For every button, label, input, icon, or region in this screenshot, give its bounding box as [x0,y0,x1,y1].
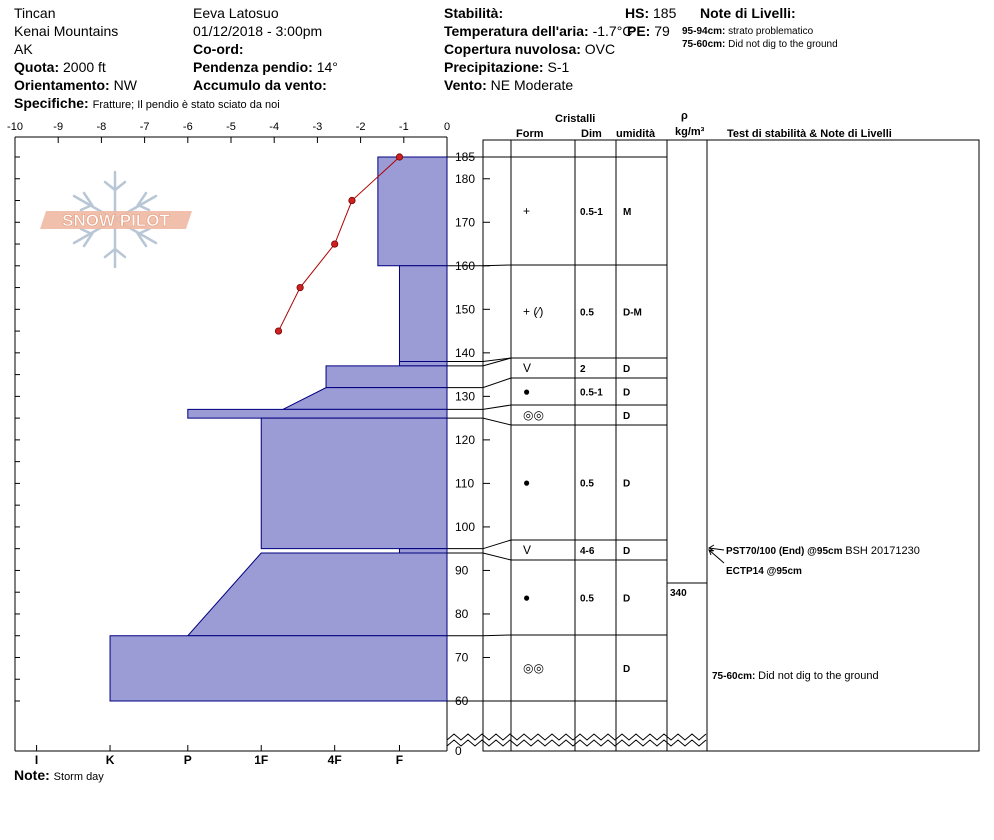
temp-tick-label: -10 [7,121,23,133]
height-tick-label: 130 [455,389,476,404]
hardness-layer [326,366,447,388]
pe-label: PE: [627,23,651,39]
crystals-header: Cristalli [555,113,596,125]
aspect-value: NW [113,77,137,93]
density-unit-header: kg/m³ [675,126,705,138]
state: AK [14,41,33,57]
hs-label: HS: [625,5,650,21]
layer-note-text: Did not dig to the ground [728,39,838,50]
note-value: Storm day [53,771,104,783]
cloud-label: Copertura nuvolosa: [444,41,581,57]
test-extra: BSH 20171230 [845,545,920,557]
layer-notes-title: Note di Livelli: [700,5,796,21]
hardness-layer [378,157,447,266]
grain-form-cell: + [523,204,531,218]
aspect-label: Orientamento: [14,77,110,93]
height-zero-label: 0 [455,744,462,758]
side-note-label: 75-60cm: [712,671,756,682]
precip-label: Precipitazione: [444,59,544,75]
hardness-label: 4F [327,753,342,767]
grain-form-cell: ● [523,590,531,605]
precip-value: S-1 [547,59,570,75]
height-tick-label: 120 [455,432,476,447]
layer-connector [447,405,511,409]
temperature-point [349,197,355,203]
humidity-cell: D [623,546,631,557]
grain-form-cell: ◎◎ [523,661,544,675]
slope-label: Pendenza pendio: [193,59,313,75]
temp-tick-label: -1 [398,121,409,133]
hardness-layer [399,549,447,553]
temperature-point [275,328,281,334]
hardness-label: P [183,753,192,767]
tests-header: Test di stabilità & Note di Livelli [727,128,892,140]
form-header: Form [516,128,544,140]
table-frame [483,140,979,751]
grain-form-cell: ● [523,384,531,399]
test-result: PST70/100 (End) @95cm [726,546,843,557]
hardness-layer [188,409,447,418]
humidity-cell: D [623,478,631,490]
temp-tick-label: -2 [355,121,366,133]
temp-tick-label: -3 [312,121,323,133]
humidity-cell: D [623,387,631,399]
temperature-point [297,284,303,290]
height-tick-label: 160 [455,258,476,273]
layer-connector [447,540,511,549]
temperature-point [396,154,402,160]
location: Tincan [14,5,56,21]
dim-header: Dim [581,128,602,140]
logo-text: SNOW PILOT [62,211,170,230]
elevation-label: Quota: [14,59,60,75]
hardness-layer [283,388,447,410]
hardness-label: 1F [254,753,269,767]
layer-note-depth: 95-94cm: [682,26,726,37]
hardness-layer [261,418,447,549]
specifics-label: Specifiche: [14,95,89,111]
humidity-header: umidità [616,128,656,140]
hardness-layer [399,362,447,366]
height-tick-label: 60 [455,694,469,708]
pe-value: 79 [654,23,670,39]
cloud-value: OVC [584,41,616,57]
height-tick-label: 100 [455,519,476,534]
grain-size-cell: 0.5 [580,478,594,490]
grain-form-cell: ● [523,475,531,490]
density-cell: 340 [670,588,687,600]
rho-header: ρ [681,110,688,122]
layer-connector [447,378,511,388]
grain-size-cell: 0.5 [580,593,594,605]
grain-size-cell: 2 [580,364,586,375]
height-tick-label: 170 [455,215,476,230]
stability-test: ECTP14 @95cm [726,566,802,577]
height-tick-label: 185 [455,150,476,164]
wind-label: Vento: [444,77,487,93]
air-temp-value: -1.7°C [592,23,633,39]
air-temp-label: Temperatura dell'aria: [444,23,589,39]
temp-tick-label: -6 [182,121,193,133]
temp-tick-label: -9 [53,121,64,133]
temp-tick-label: 0 [443,121,451,133]
layer-connector [447,635,511,636]
height-tick-label: 80 [455,606,469,621]
layer-note-text: strato problematico [728,26,814,37]
height-tick-label: 90 [455,563,469,578]
grain-size-cell: 0.5-1 [580,207,603,218]
humidity-cell: D [623,411,631,422]
humidity-cell: M [623,207,632,218]
specifics-value: Fratture; Il pendio è stato sciato da noi [92,99,280,111]
elevation-value: 2000 ft [63,59,106,75]
layer-note-depth: 75-60cm: [682,39,726,50]
grain-size-cell: 0.5 [580,307,594,319]
height-tick-label: 70 [455,650,469,665]
test-arrows [709,545,724,563]
note-label: Note: [14,767,50,783]
side-note-text: Did not dig to the ground [758,670,879,682]
hardness-layer [110,636,447,701]
coord-label: Co-ord: [193,41,244,57]
grain-form-cell: V [523,361,532,375]
datetime: 01/12/2018 - 3:00pm [193,23,323,39]
grain-size-cell: 4-6 [580,546,595,557]
wind-value: NE Moderate [490,77,574,93]
grain-form-cell: ◎◎ [523,408,544,422]
temp-tick-label: -4 [269,121,280,133]
hardness-layer [188,553,447,636]
hardness-label: F [395,753,404,767]
hardness-label: K [105,753,115,767]
temp-tick-label: -5 [226,121,236,133]
temp-tick-label: -7 [139,121,150,133]
height-tick-label: 110 [455,476,475,491]
hardness-label: I [34,753,39,767]
observer: Eeva Latosuo [193,5,279,21]
layer-connector [447,418,511,425]
grain-form-cell: + (⁄) [523,304,544,319]
grain-size-cell: 0.5-1 [580,387,603,399]
humidity-cell: D [623,593,631,605]
hs-value: 185 [653,5,677,21]
height-tick-label: 150 [455,302,476,317]
height-tick-label: 180 [455,171,476,186]
temp-tick-label: -8 [96,121,107,133]
wind-loading-label: Accumulo da vento: [193,77,327,93]
stability-label: Stabilità: [444,5,504,21]
height-tick-label: 140 [455,345,476,360]
snowpilot-logo [40,172,192,267]
humidity-cell: D [623,664,631,675]
grain-form-cell: V [523,543,532,557]
hardness-profile [110,157,447,701]
layer-connector [447,553,511,560]
mountain-range: Kenai Mountains [14,23,119,39]
layer-table [447,157,707,701]
temperature-point [331,241,337,247]
slope-value: 14° [316,59,338,75]
hardness-layer [399,266,447,362]
humidity-cell: D-M [623,307,642,319]
humidity-cell: D [623,364,631,375]
